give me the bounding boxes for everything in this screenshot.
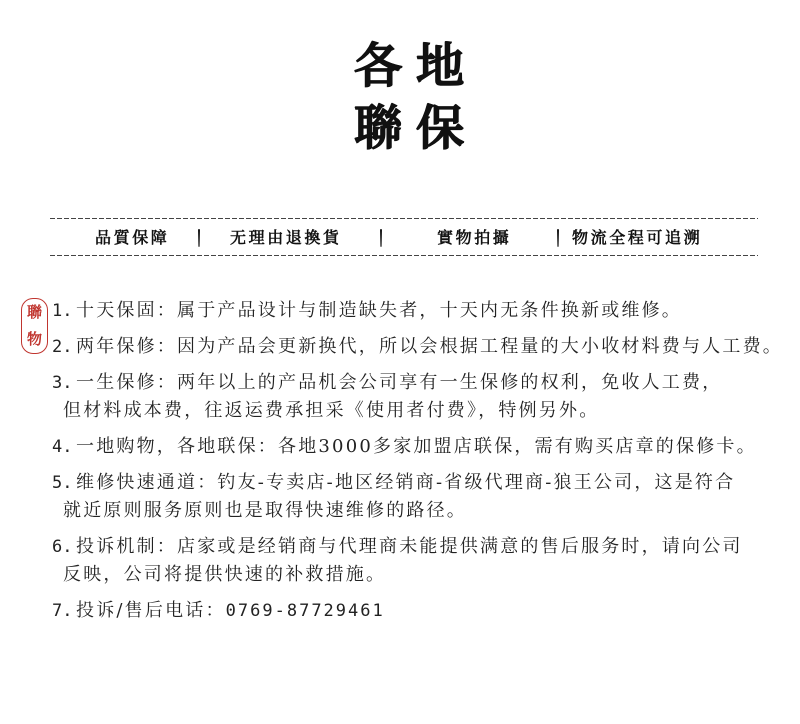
page-title-line-1: 各地 (354, 38, 479, 94)
list-item-number: 1. (52, 301, 73, 321)
hotline-label: 投诉/售后电话： (76, 600, 226, 621)
dashed-rule-bottom (50, 255, 758, 256)
list-item-text: 十天保固：属于产品设计与制造缺失者，十天内无条件换新或维修。 (76, 300, 682, 321)
list-item-text: 两年保修：因为产品会更新换代，所以会根据工程量的大小收材料费与人工费。 (76, 336, 783, 357)
feature-free-returns: 无理由退換貨 (230, 228, 342, 247)
list-item-line (52, 297, 783, 325)
hotline-phone-number: 0769-87729461 (225, 601, 385, 621)
list-item-number: 4. (52, 437, 73, 457)
list-item-number: 2. (52, 337, 73, 357)
feature-divider (198, 229, 200, 247)
list-item (52, 533, 783, 589)
list-item (52, 433, 783, 461)
hotline-line (52, 597, 783, 625)
seal-char-bottom: 物 (26, 330, 42, 348)
list-item-text: 一地购物，各地联保：各地3000多家加盟店联保，需有购买店章的保修卡。 (76, 436, 757, 457)
list-item (52, 297, 783, 325)
list-item (52, 469, 783, 525)
list-item-line (52, 533, 783, 561)
list-item-continuation: 但材料成本费，往返运费承担采《使用者付费》，特例另外。 (63, 400, 600, 421)
list-item-line (52, 333, 783, 361)
list-item-text: 维修快速通道：钓友-专卖店-地区经销商-省级代理商-狼王公司，这是符合 (76, 472, 736, 493)
warranty-list (52, 297, 783, 633)
list-item-text: 投诉机制：店家或是经销商与代理商未能提供满意的售后服务时，请向公司 (76, 536, 743, 557)
list-item-number: 7. (52, 601, 73, 621)
feature-divider (380, 229, 382, 247)
list-item-continuation: 就近原则服务原则也是取得快速维修的路径。 (63, 500, 467, 521)
seal-stamp (21, 298, 48, 354)
list-item-line (52, 433, 783, 461)
list-item-text: 一生保修：两年以上的产品机会公司享有一生保修的权利，免收人工费， (76, 372, 723, 393)
list-item-line (52, 469, 783, 497)
list-item-continuation: 反映，公司将提供快速的补救措施。 (63, 564, 387, 585)
feature-divider (557, 229, 559, 247)
feature-quality-assurance: 品質保障 (95, 228, 170, 247)
list-item-number: 5. (52, 473, 73, 493)
list-item-line (52, 369, 783, 397)
list-item (52, 369, 783, 425)
feature-real-photos: 實物拍攝 (437, 228, 512, 247)
list-item (52, 333, 783, 361)
hotline-item (52, 597, 783, 625)
seal-char-top: 聯 (26, 303, 42, 321)
feature-tracked-shipping: 物流全程可追溯 (572, 228, 703, 247)
dashed-rule-top (50, 218, 758, 219)
list-item-number: 6. (52, 537, 73, 557)
list-item-number: 3. (52, 373, 73, 393)
page-title-line-2: 聯保 (354, 100, 479, 156)
